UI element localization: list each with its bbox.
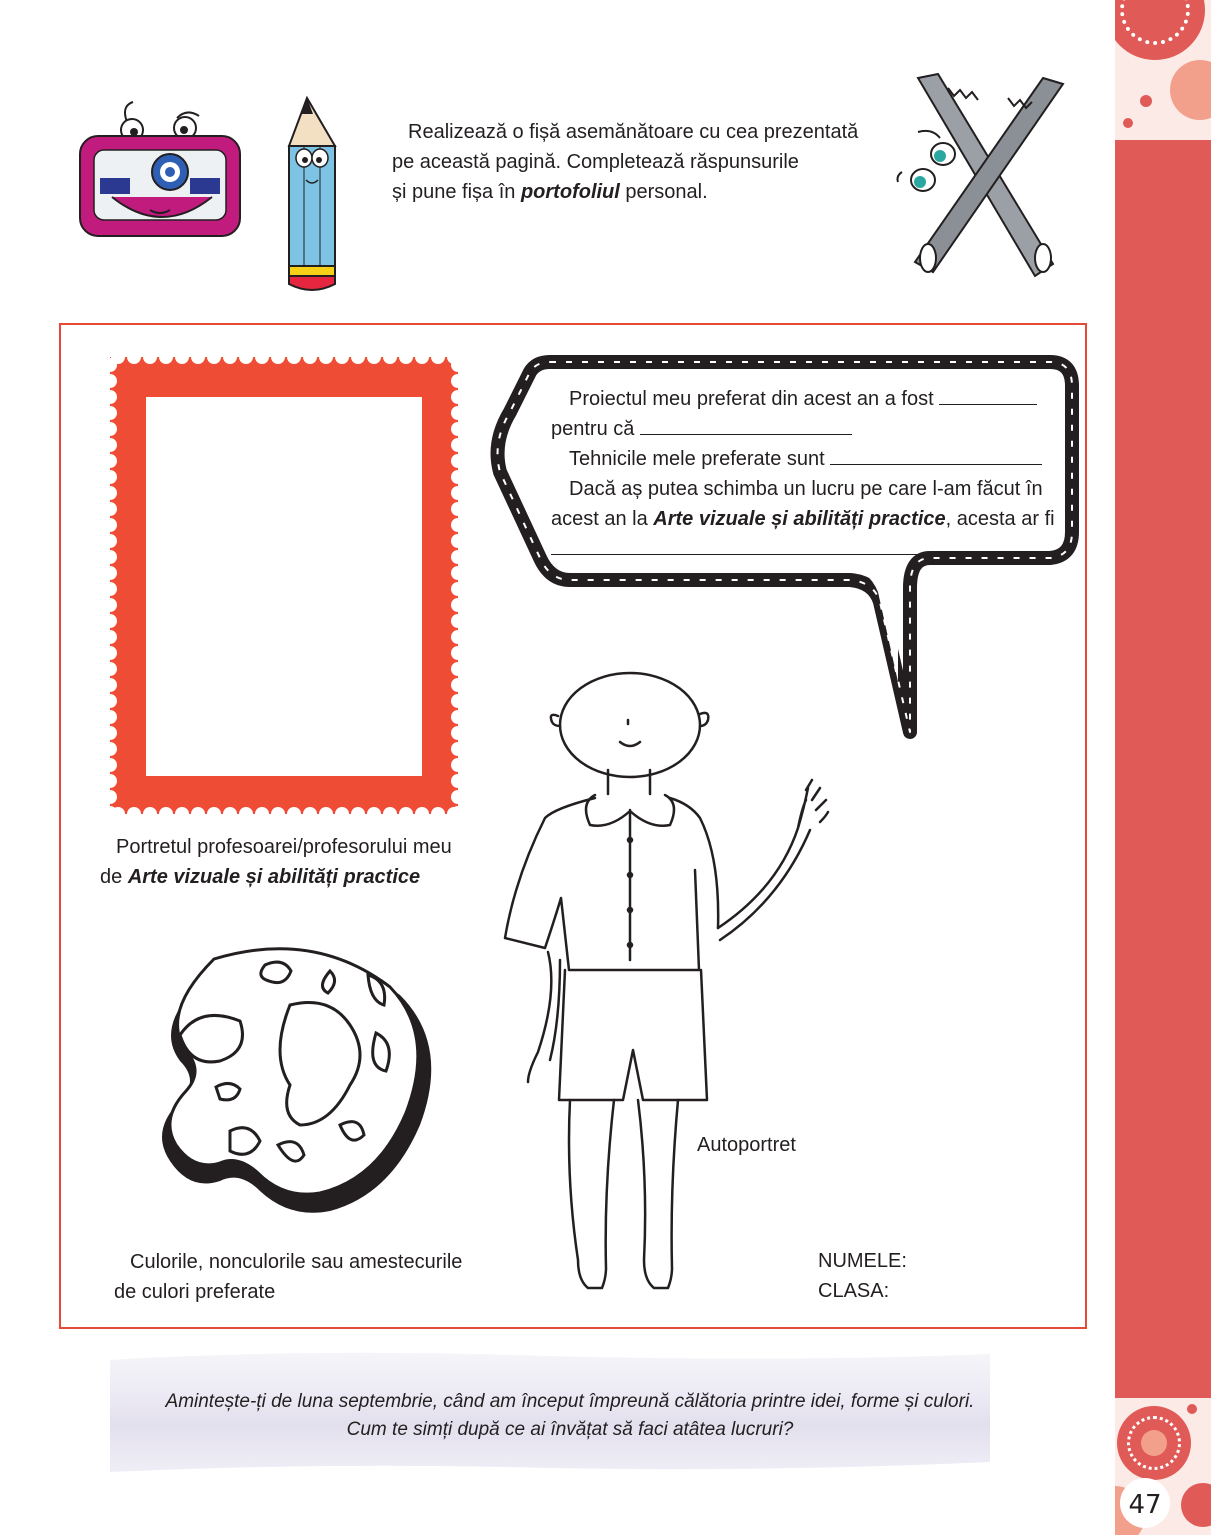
blank-favorite-techniques[interactable] xyxy=(830,444,1042,465)
bubble-line-2: pentru că xyxy=(551,414,1046,444)
intro-line-3: și pune fișa în portofoliul personal. xyxy=(392,181,708,203)
self-portrait-label: Autoportret xyxy=(697,1134,796,1156)
portfolio-emphasis: portofoliul xyxy=(520,181,620,203)
palette-caption-line-2: de culori preferate xyxy=(114,1281,276,1303)
bubble-line-6 xyxy=(551,534,1046,564)
palette-caption xyxy=(114,1247,462,1307)
portrait-caption-line-2: de Arte vizuale și abilități practice xyxy=(100,866,421,888)
reflection-line-2: Cum te simți după ce ai învățat să faci atâtea lucruri? xyxy=(346,1419,794,1440)
page-number: 47 xyxy=(1120,1478,1170,1528)
bubble-line-3: Tehnicile mele preferate sunt xyxy=(551,444,1046,474)
bubble-line-4: Dacă aș putea schimba un lucru pe care l-am făcut în xyxy=(569,478,1043,500)
speech-bubble-text xyxy=(551,384,1055,564)
intro-line-2: pe această pagină. Completează răspunsurile xyxy=(392,151,799,173)
paint-palette-icon xyxy=(150,945,440,1215)
side-decorative-band xyxy=(1115,0,1211,1535)
reflection-line-1: Amintește-ți de luna septembrie, când am început împreună călătoria printre idei, forme și culori. xyxy=(165,1391,975,1412)
name-label: NUMELE: xyxy=(818,1250,907,1272)
blank-favorite-project[interactable] xyxy=(939,384,1037,405)
palette-caption-line-1: Culorile, nonculorile sau amestecurile xyxy=(130,1251,463,1273)
intro-instructions xyxy=(392,117,862,207)
portrait-caption xyxy=(100,832,452,892)
blank-reason[interactable] xyxy=(640,414,852,435)
blank-change[interactable] xyxy=(551,534,937,555)
pencil-character-icon xyxy=(282,92,352,297)
child-figure xyxy=(500,670,840,1310)
portrait-caption-line-1: Portretul profesoarei/profesorului meu xyxy=(116,836,452,858)
reflection-question xyxy=(100,1388,1040,1444)
stamp-frame xyxy=(110,357,458,814)
camera-character-icon xyxy=(72,92,252,252)
intro-line-1: Realizează o fișă asemănătoare cu cea prezentată xyxy=(408,121,859,143)
bubble-line-5: acest an la Arte vizuale și abilități practice, acesta ar fi xyxy=(551,508,1055,530)
name-class-block xyxy=(818,1246,907,1306)
scissors-character-icon xyxy=(888,68,1073,283)
side-pattern-top xyxy=(1115,0,1211,140)
class-label: CLASA: xyxy=(818,1280,890,1302)
bubble-line-1: Proiectul meu preferat din acest an a fost xyxy=(551,384,1046,414)
